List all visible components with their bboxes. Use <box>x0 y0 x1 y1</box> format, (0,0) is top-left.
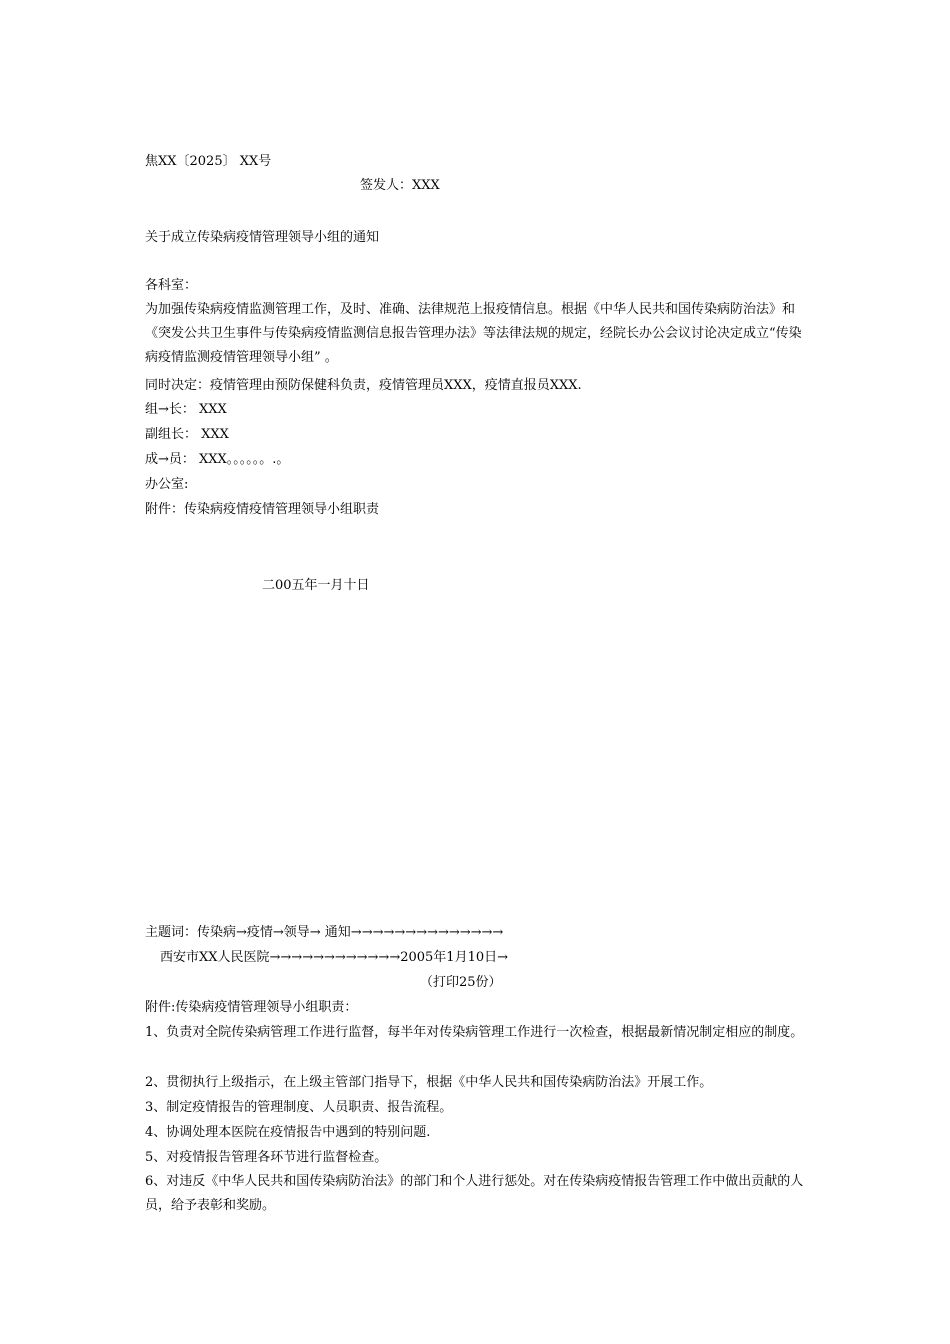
duty-item-3: 3、制定疫情报告的管理制度、人员职责、报告流程。 <box>145 1100 453 1115</box>
salutation: 各科室： <box>145 278 198 293</box>
document-date: 二00五年一月十日 <box>262 578 370 593</box>
body-paragraph-1: 为加强传染病疫情监测管理工作，及时、准确、法律规范上报疫情信息。根据《中华人民共和国传染病防治法》和《突发公共卫生事件与传染病疫情监测信息报告管理办法》等法律法规的规定，经院长办公会议讨论决定成立“传染病疫情监测疫情管理领导小组” 。 <box>145 302 802 365</box>
vice-leader-line: 副组长： XXX <box>145 427 229 442</box>
subject-words: 主题词：传染病→疫情→领导→ 通知→→→→→→→→→→→→→→ <box>145 925 504 940</box>
body-paragraph-2: 同时决定：疫情管理由预防保健科负责，疫情管理员XXX，疫情直报员XXX. <box>145 378 582 393</box>
duty-item-1: 1、负责对全院传染病管理工作进行监督，每半年对传染病管理工作进行一次检查，根据最新情况制定相应的制度。 <box>145 1025 804 1040</box>
print-count: （打印25份） <box>420 975 502 990</box>
duty-item-4: 4、协调处理本医院在疫情报告中遇到的特别问题. <box>145 1125 431 1140</box>
duty-item-5: 5、对疫情报告管理各环节进行监督检查。 <box>145 1150 388 1165</box>
attachment-line: 附件：传染病疫情疫情管理领导小组职责 <box>145 502 380 517</box>
document-title: 关于成立传染病疫情管理领导小组的通知 <box>145 230 380 245</box>
signer: 签发人：XXX <box>360 178 440 193</box>
leader-line: 组→长： XXX <box>145 402 227 417</box>
member-line: 成→员： XXX。。。。。。.。 <box>145 452 290 467</box>
document-number: 焦XX〔2025〕 XX号 <box>145 154 272 169</box>
duty-item-2: 2、贯彻执行上级指示，在上级主管部门指导下，根据《中华人民共和国传染病防治法》开展工作。 <box>145 1075 713 1090</box>
office-line: 办公室: <box>145 477 189 492</box>
duty-item-6: 6、对违反《中华人民共和国传染病防治法》的部门和个人进行惩处。对在传染病疫情报告管理工作中做出贡献的人员，给予表彰和奖励。 <box>145 1174 804 1213</box>
issuer-date: 西安市XX人民医院→→→→→→→→→→→→2005年1月10日→ <box>160 950 509 965</box>
attachment-heading: 附件:传染病疫情管理领导小组职责： <box>145 1000 358 1015</box>
